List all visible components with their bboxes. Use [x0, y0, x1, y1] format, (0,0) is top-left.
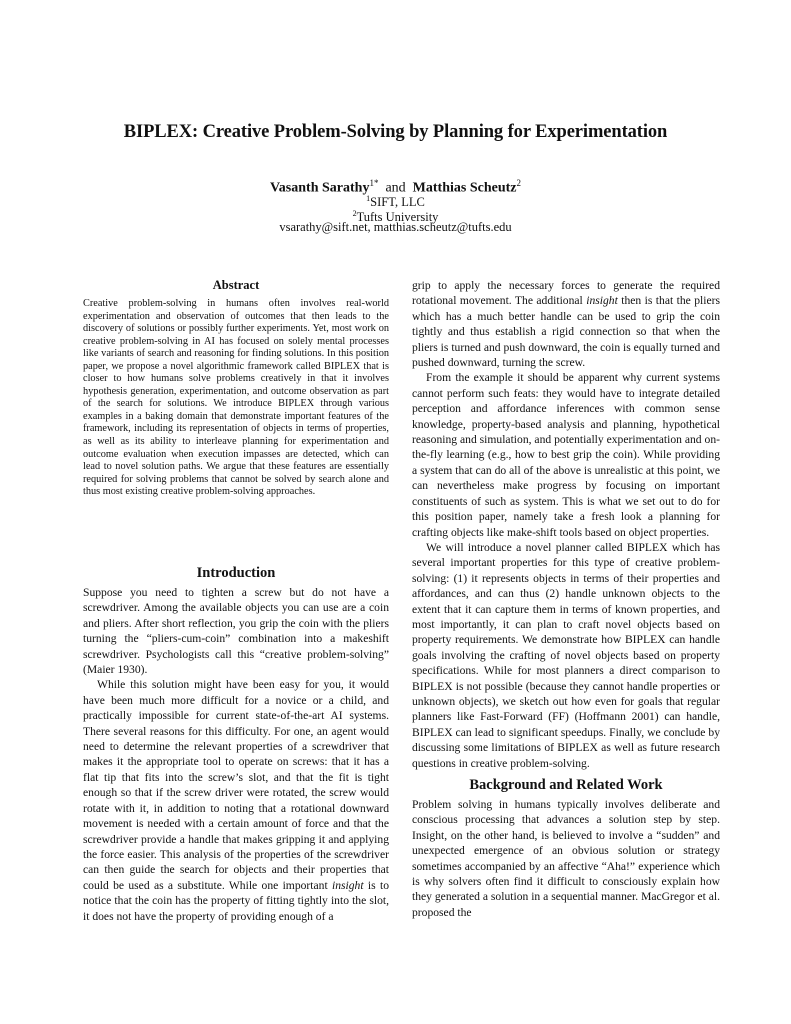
intro-paragraph-2-text-a: While this solution might have been easy for you, it would have been much more difficult for a novice or a child, and practically impossible for current state-of-the-art AI systems. There several reasons for this difficulty. For one, an agent would need to determine the relevant properties of a screwdriver that makes it the appropriate tool to operate on screws: that it has a flat tip that fits into the screw’s slot, and that the fit is tight enough so that if the screw driver were rotated, the screw would rotate with it, in addition to noting that a rotational downward movement is needed with a certain amount of force and that the screwdriver provide a handle that makes gripping it and applying the force easier. This analysis of the properties of the screwdriver can then guide the search for objects and their properties that could be used as a substitute. While one important [83, 678, 389, 892]
author-emails: vsarathy@sift.net, matthias.scheutz@tufts.edu [279, 220, 512, 234]
intro-paragraph-4: We will introduce a novel planner called BIPLEX which has several important properties for this type of creative problem-solving: (1) it represents objects in terms of their properties and affordances, and can thus (2) handle unknown objects to the extent that it can capture them in terms of known properties, and most importantly, it can plan to craft novel objects based on property requirements. We demonstrate how BIPLEX can handle goals involving the crafting of novel objects based on property specifications. While for most planners a direct comparison to BIPLEX is not possible (because they cannot handle properties or unknown objects), we sketch out how even for goals that regular planners like Fast-Forward (FF) (Hoffmann 2001) can handle, BIPLEX can lead to significant speedups. Finally, we conclude by discussing some limitations of BIPLEX as well as future research questions in creative problem-solving. [412, 540, 720, 770]
abstract-heading: Abstract [212, 278, 260, 292]
right-column-body [412, 278, 720, 771]
affiliation-2-name: Tufts University [356, 210, 439, 225]
intro-paragraph-2-continued [412, 278, 720, 370]
background-body [412, 797, 720, 920]
introduction-heading: Introduction [196, 565, 276, 581]
author-1-sup: 1* [369, 178, 379, 188]
intro-paragraph-2 [83, 677, 389, 924]
background-paragraph-1: Problem solving in humans typically involves deliberate and conscious processing that advances a solution step by step. Insight, on the other hand, is believed to involve a “sudden” and unexpected emergence of an obvious solution or strategy sometimes accompanied by an affective “Aha!” experience which is why solvers often find it difficult to consciously explain how they generated a solution in a sequential manner. MacGregor et al. proposed the [412, 798, 720, 919]
intro-paragraph-2-cont-emphasis: insight [586, 294, 618, 308]
intro-paragraph-2-cont-text-b: then is that the pliers which has a much better handle can be used to grip the coin tightly and thus establish a rigid connection so that when the pliers is turned and push downward, the coin is equally turned and pushed downward, turning the screw. [412, 294, 720, 370]
paper-title: BIPLEX: Creative Problem-Solving by Planning for Experimentation [123, 122, 668, 142]
intro-paragraph-3: From the example it should be apparent why current systems cannot perform such feats: they would have to integrate detailed perception and affordance inferences with common sense knowledge, property-based analysis and planning, hypothetical reasoning and simulation, and potentially experimentation and on-the-fly learning (e.g., how to best grip the coin). While providing a system that can do all of the above is unrealistic at this point, we can nevertheless make progress by focusing on important constituents of such as system. This is what we set out to do for this position paper, namely take a fresh look a planning for crafting objects like make-shift tools based on object properties. [412, 371, 720, 539]
intro-paragraph-2-text-b: is to notice that the coin has the property of fitting tightly into the slot, it does not have the property of providing enough of a [83, 878, 389, 923]
intro-paragraph-2-cont-text-a: grip to apply the necessary forces to generate the required rotational movement. The additional [412, 279, 720, 308]
affiliation-1-name: SIFT, LLC [370, 195, 425, 210]
author-1: Vasanth Sarathy [269, 180, 370, 196]
intro-paragraph-2-emphasis: insight [332, 878, 364, 892]
affiliation-1-sup: 1 [366, 194, 371, 203]
author-2-sup: 2 [516, 178, 521, 188]
intro-paragraph-1: Suppose you need to tighten a screw but do not have a screwdriver. Among the available objects you can use are a coin and pliers. After short reflection, you grip the coin with the pliers turning the “pliers-cum-coin” combination into a makeshift screwdriver. Psychologists call this “creative problem-solving” (Maier 1930). [83, 586, 389, 677]
author-2: Matthias Scheutz [412, 180, 517, 196]
abstract-text: Creative problem-solving in humans often involves real-world experimentation and observation of outcomes that then leads to the discovery of solutions or possibly further experiments. Yet, most work on creative problem-solving in AI has focused on solely mental processes like variants of search and reasoning for finding solutions. In this position paper, we propose a novel algorithmic framework called BIPLEX that is closer to how humans solve problems creatively in that it involves hypothesis generation, experimentation, and outcome observation as part of the search for solutions. We introduce BIPLEX through various examples in a baking domain that demonstrate important features of the framework, including its representation of objects in terms of properties, as well as its ability to interleave planning for experimentation and outcome evaluation when execution impasses are detected, which can lead to novel solution paths. We argue that these features are essentially required for solving problems that cannot be solved by search alone and thus most existing creative problem-solving approaches. [83, 298, 389, 498]
affiliation-2-sup: 2 [352, 209, 357, 218]
background-heading: Background and Related Work [469, 777, 663, 793]
left-column-body [83, 585, 389, 924]
author-and: and [385, 180, 406, 196]
